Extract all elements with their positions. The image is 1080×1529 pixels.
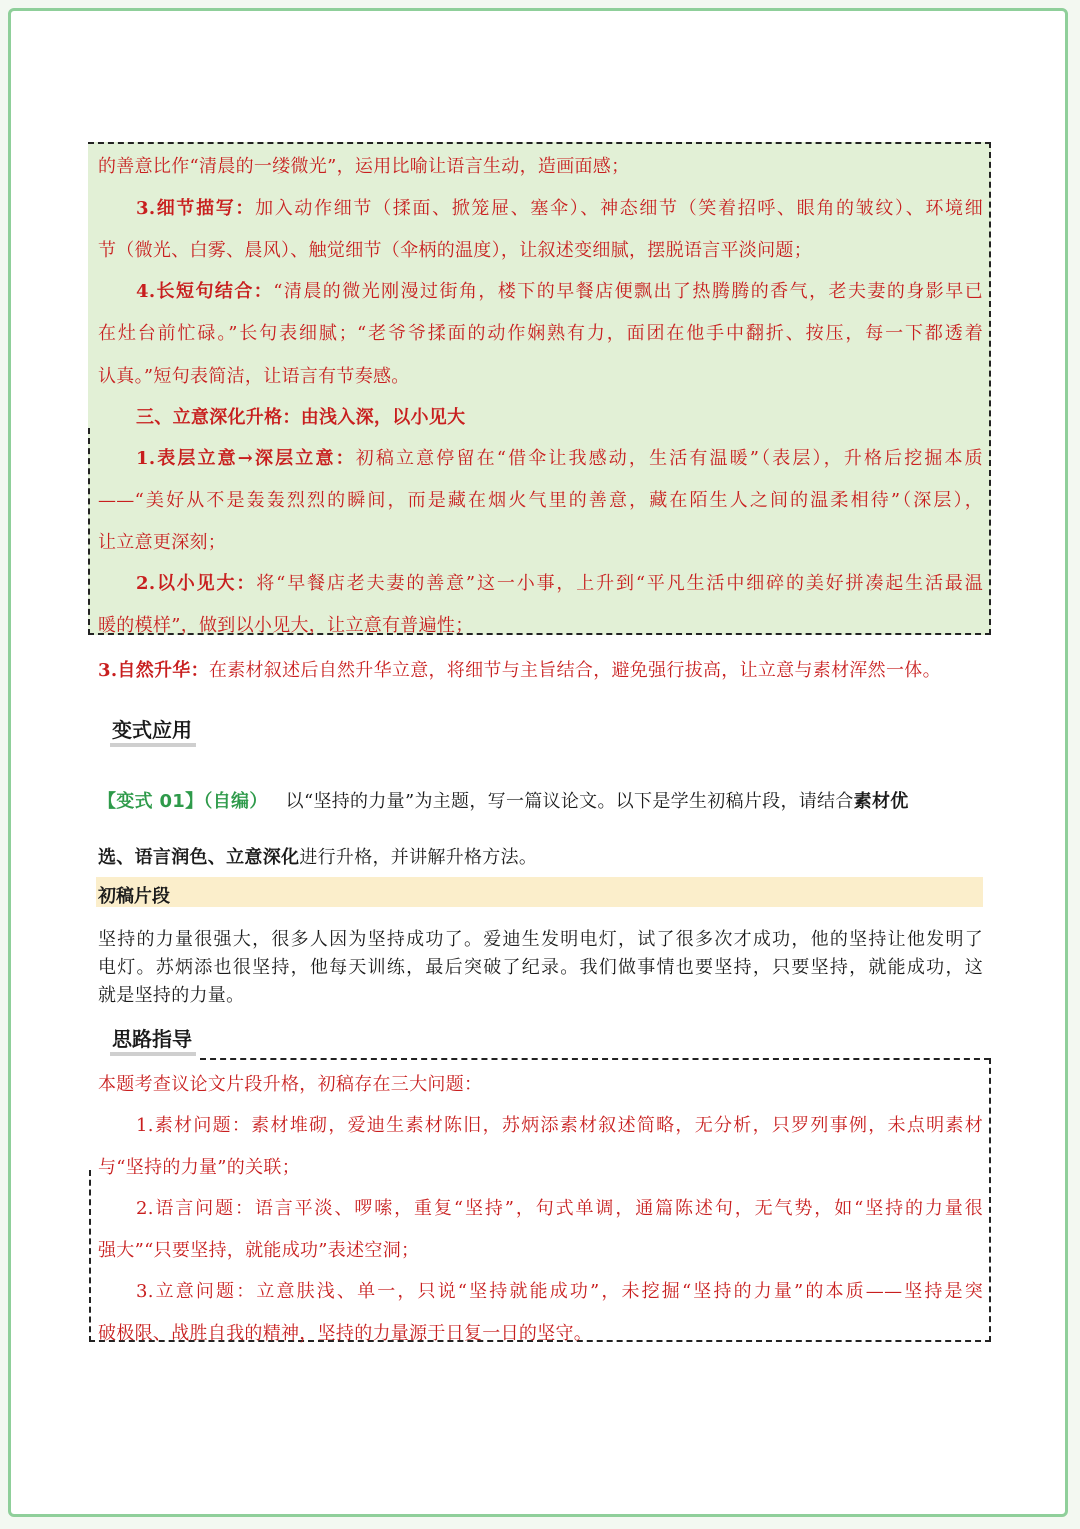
- guide-text: 3.立意问题：立意肤浅、单一，只说“坚持就能成功”，未挖掘“坚持的力量”的本质——坚持是突: [136, 1281, 983, 1302]
- text-line: 1.表层立意→深层立意：初稿立意停留在“借伞让我感动，生活有温暖”（表层），升格后挖掘本质: [136, 448, 983, 469]
- draft-title-bar: [96, 877, 983, 907]
- draft-text: 电灯。苏炳添也很坚持，他每天训练，最后突破了纪录。我们做事情也要坚持，只要坚持，就能成功，这: [98, 957, 983, 978]
- variant-label: 【变式 01】: [98, 791, 204, 812]
- guide-text: 强大”“只要坚持，就能成功”表述空洞；: [98, 1240, 420, 1261]
- guide-text: 2.语言问题：语言平淡、啰嗦，重复“坚持”，句式单调，通篇陈述句，无气势，如“坚持的力量很: [136, 1198, 983, 1219]
- variant-prompt: 【变式 01】（自编） 以“坚持的力量”为主题，写一篇议论文。以下是学生初稿片段，请结合素材优: [98, 791, 909, 812]
- text-line: 4.长短句结合：“清晨的微光刚漫过街角，楼下的早餐店便飘出了热腾腾的香气，老夫妻的身影早已: [136, 281, 983, 302]
- dashed-border: [200, 1058, 990, 1060]
- guide-text: 与“坚持的力量”的关联；: [98, 1157, 301, 1178]
- dashed-border: [989, 1058, 991, 1342]
- section-title: 思路指导: [112, 1023, 192, 1052]
- text-line: ——“美好从不是轰轰烈烈的瞬间，而是藏在烟火气里的善意，藏在陌生人之间的温柔相待”（深层），: [98, 490, 983, 511]
- draft-text: 就是坚持的力量。: [98, 985, 245, 1006]
- section-title: 变式应用: [112, 714, 192, 743]
- dashed-border: [89, 1170, 91, 1342]
- variant-source: （自编）: [203, 791, 268, 812]
- draft-title: 初稿片段: [98, 886, 170, 907]
- text-line: 认真。”短句表简洁，让语言有节奏感。: [98, 366, 410, 387]
- text-line: 让立意更深刻；: [98, 532, 227, 553]
- text-line: 在灶台前忙碌。”长句表细腻；“老爷爷揉面的动作娴熟有力，面团在他手中翻折、按压，每一下都透着: [98, 323, 983, 344]
- text-line: 节（微光、白雾、晨风）、触觉细节（伞柄的温度），让叙述变细腻，摆脱语言平淡问题；: [98, 240, 812, 261]
- section-heading: 三、立意深化升格：由浅入深，以小见大: [136, 407, 466, 428]
- text-line: 3.自然升华：在素材叙述后自然升华立意，将细节与主旨结合，避免强行拔高，让立意与素材浑然一体。: [98, 660, 941, 681]
- text-line: 2.以小见大：将“早餐店老夫妻的善意”这一小事，上升到“平凡生活中细碎的美好拼凑起生活最温: [136, 573, 983, 594]
- dashed-border: [88, 428, 90, 635]
- text-line: 的善意比作“清晨的一缕微光”，运用比喻让语言生动，造画面感；: [98, 156, 630, 177]
- draft-text: 坚持的力量很强大，很多人因为坚持成功了。爱迪生发明电灯，试了很多次才成功，他的坚持让他发明了: [98, 929, 983, 950]
- variant-prompt: 选、语言润色、立意深化进行升格，并讲解升格方法。: [98, 847, 538, 868]
- guide-text: 1.素材问题：素材堆砌，爱迪生素材陈旧，苏炳添素材叙述简略，无分析，只罗列事例，未点明素材: [136, 1115, 983, 1136]
- text-line: 暖的模样”，做到以小见大，让立意有普遍性；: [98, 615, 474, 636]
- text-line: 3.细节描写：加入动作细节（揉面、掀笼屉、塞伞）、神态细节（笑着招呼、眼角的皱纹）、环境细: [136, 198, 984, 219]
- guide-text: 破极限、战胜自我的精神，坚持的力量源于日复一日的坚守。: [98, 1323, 593, 1344]
- guide-intro: 本题考查议论文片段升格，初稿存在三大问题：: [98, 1074, 483, 1095]
